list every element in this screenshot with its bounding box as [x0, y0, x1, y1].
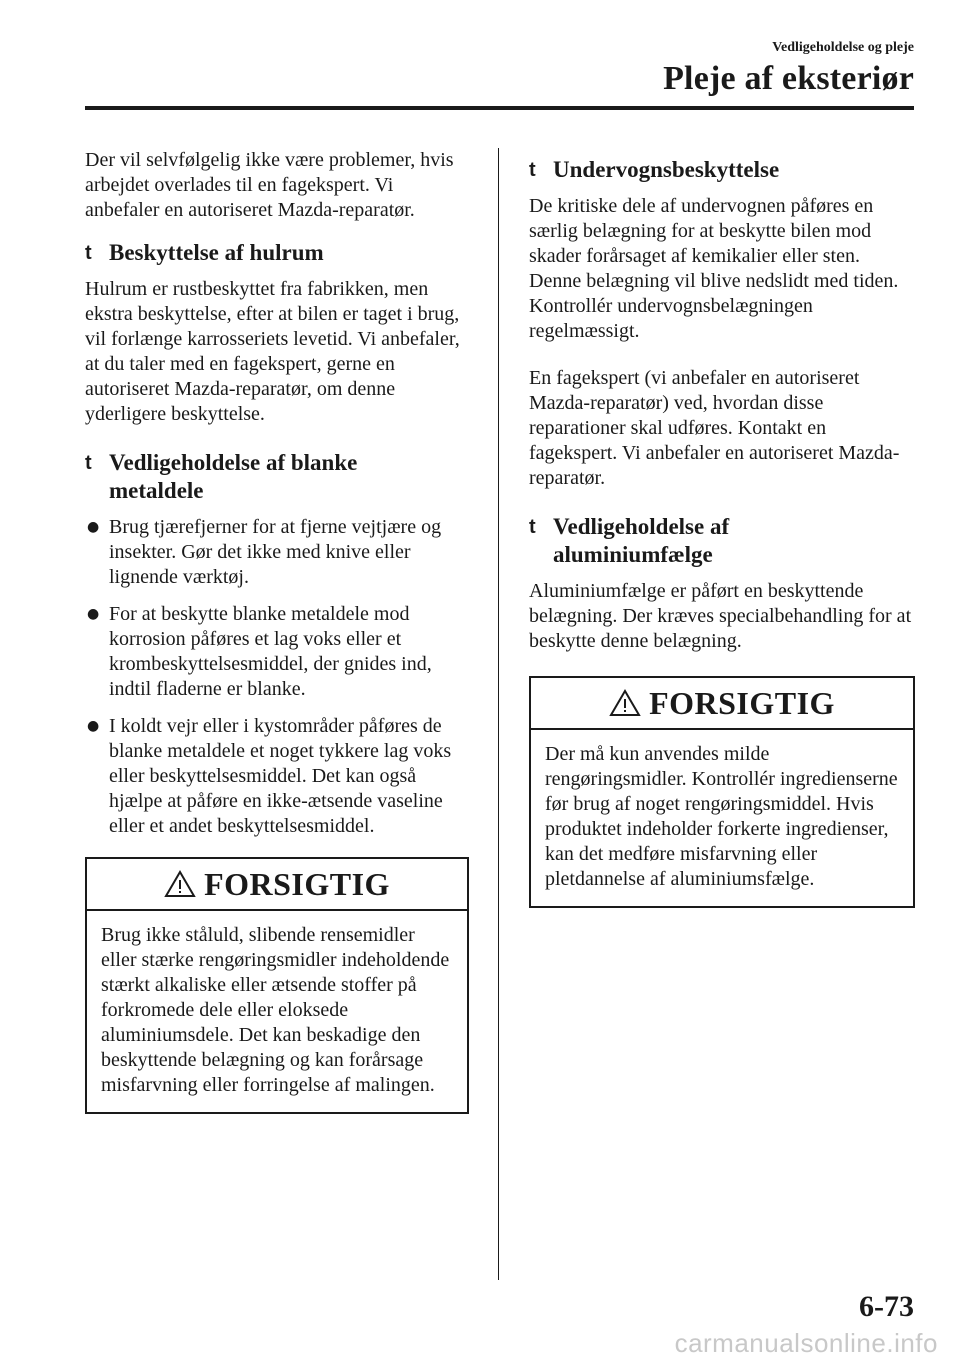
header-rule	[85, 106, 914, 110]
heading-text: Undervognsbeskyttelse	[553, 157, 780, 182]
caution-text: Der må kun anvendes milde rengøringsmidler. Kontrollér ingredienserne før brug af noget rengøringsmiddel. Hvis produktet indeholder forkerte ingredienser, kan det medføre misfarvning eller pletdannelse af aluminiumsfælge.	[545, 743, 898, 890]
list-item	[85, 714, 469, 839]
heading-underbody	[529, 156, 915, 184]
caution-title: FORSIGTIG	[649, 684, 835, 721]
intro-paragraph: Der vil selvfølgelig ikke være problemer, hvis arbejdet overlades til en fagekspert. Vi anbefaler en autoriseret Mazda-reparatør.	[85, 149, 454, 221]
page-title: Pleje af eksteriør	[663, 60, 914, 97]
caution-title: FORSIGTIG	[204, 865, 390, 902]
warning-icon	[164, 870, 196, 898]
bullet-icon: ●	[87, 718, 100, 734]
caution-header	[87, 859, 467, 911]
caution-header	[531, 678, 913, 730]
column-divider	[498, 148, 499, 1280]
heading-marker: t	[85, 452, 92, 474]
heading-text: Beskyttelse af hulrum	[109, 240, 324, 265]
bright-metal-list	[85, 515, 469, 839]
heading-bright-metal	[85, 449, 469, 505]
watermark: carmanualsonline.info	[674, 1328, 938, 1358]
right-column	[529, 148, 915, 908]
heading-marker: t	[529, 516, 536, 538]
caution-text: Brug ikke ståluld, slibende rensemidler eller stærke rengøringsmidler indeholdende stærkt alkaliske eller ætsende stoffer på forkromede dele eller eloksede aluminiumsdele. Det kan beskadige den beskyttende belægning og kan forårsage misfarvning eller forringelse af malingen.	[101, 924, 450, 1096]
warning-icon	[609, 689, 641, 717]
heading-cavity-protection	[85, 239, 469, 267]
list-item-text: Brug tjærefjerner for at fjerne vejtjære og insekter. Gør det ikke med knive eller lignende værktøj.	[109, 516, 442, 588]
heading-alloy-wheels	[529, 513, 915, 569]
underbody-paragraph-1: De kritiske dele af undervognen påføres en særlig belægning for at beskytte bilen mod skader forårsaget af kemikalier eller sten. Denne belægning vil blive nedslidt med tiden. Kontrollér undervognsbelægningen regelmæssigt.	[529, 195, 899, 342]
heading-marker: t	[85, 242, 92, 264]
list-item	[85, 602, 469, 702]
list-item	[85, 515, 469, 590]
underbody-paragraph-2: En fagekspert (vi anbefaler en autoriseret Mazda-reparatør) ved, hvordan disse reparationer skal udføres. Kontakt en fagekspert. Vi anbefaler en autoriseret Mazda-reparatør.	[529, 367, 900, 489]
list-item-text: For at beskytte blanke metaldele mod korrosion påføres et lag voks eller et krombeskyttelsesmiddel, der gnides ind, indtil fladerne er blanke.	[109, 603, 432, 700]
bullet-icon: ●	[87, 519, 100, 535]
section-header: Vedligeholdelse og pleje	[772, 40, 914, 55]
heading-text: Vedligeholdelse af aluminiumfælge	[553, 514, 730, 567]
alloy-wheels-paragraph: Aluminiumfælge er påført en beskyttende belægning. Der kræves specialbehandling for at beskytte denne belægning.	[529, 580, 912, 652]
bullet-icon: ●	[87, 606, 100, 622]
list-item-text: I koldt vejr eller i kystområder påføres de blanke metaldele et noget tykkere lag voks eller beskyttelsesmiddel. Det kan også hjælpe at påføre en ikke-ætsende vaseline eller et andet beskyttelsesmiddel.	[109, 715, 452, 837]
caution-box	[85, 857, 469, 1114]
page-number: 6-73	[859, 1290, 914, 1323]
heading-marker: t	[529, 159, 536, 181]
cavity-paragraph: Hulrum er rustbeskyttet fra fabrikken, men ekstra beskyttelse, efter at bilen er taget i brug, vil forlænge karrosseriets levetid. Vi anbefaler, at du taler med en fagekspert, gerne en autoriseret Mazda-reparatør, om denne yderligere beskyttelse.	[85, 278, 460, 425]
heading-text: Vedligeholdelse af blanke metaldele	[109, 450, 358, 503]
left-column	[85, 148, 469, 1114]
caution-box	[529, 676, 915, 908]
